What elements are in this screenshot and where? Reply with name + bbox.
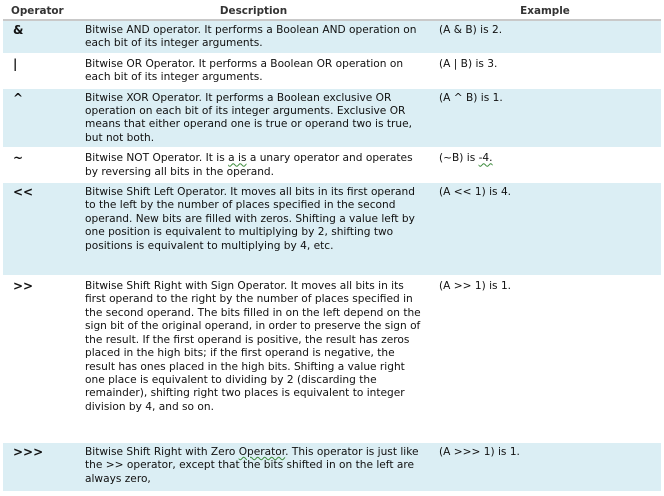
operator-description: Bitwise Shift Right with Zero Operator. This operator is just like the >> operator, except that the bits shifted in on the left are always zero, — [78, 442, 429, 492]
operator-description: Bitwise Shift Left Operator. It moves all bits in its first operand to the left by the number of places specified in the second operand. New bits are filled with zeros. Shifting a value left by one position is equivalent to multiplying by 2, shifting two positions is equivalent to multiplying by 4, etc. — [78, 182, 429, 276]
operators-table — [3, 0, 661, 493]
spelling-flag: a is — [228, 152, 247, 165]
table-row — [3, 88, 661, 149]
table-row — [3, 276, 661, 442]
spelling-flag: Operator — [238, 446, 286, 459]
operator-example: (~B) is -4. — [429, 148, 661, 182]
operator-symbol: ^ — [3, 88, 78, 149]
operator-symbol: >> — [3, 276, 78, 442]
operator-symbol: | — [3, 54, 78, 88]
operator-example: (A >> 1) is 1. — [429, 276, 661, 442]
table-row — [3, 442, 661, 492]
table-row — [3, 148, 661, 182]
header-operator: Operator — [3, 0, 78, 20]
operator-symbol: << — [3, 182, 78, 276]
spelling-flag: -4. — [478, 152, 493, 165]
header-row — [3, 0, 661, 20]
operator-example: (A & B) is 2. — [429, 20, 661, 54]
operator-description: Bitwise OR Operator. It performs a Boolean OR operation on each bit of its integer arguments. — [78, 54, 429, 88]
table-row — [3, 54, 661, 88]
operator-example: (A ^ B) is 1. — [429, 88, 661, 149]
header-example: Example — [429, 0, 661, 20]
operator-description: Bitwise XOR Operator. It performs a Boolean exclusive OR operation on each bit of its integer arguments. Exclusive OR means that either operand one is true or operand two is true, but not both. — [78, 88, 429, 149]
operator-symbol: ~ — [3, 148, 78, 182]
table-row — [3, 20, 661, 54]
table-row — [3, 182, 661, 276]
operator-description: Bitwise NOT Operator. It is a is a unary operator and operates by reversing all bits in the operand. — [78, 148, 429, 182]
operator-example: (A >>> 1) is 1. — [429, 442, 661, 492]
operator-example: (A | B) is 3. — [429, 54, 661, 88]
operator-description: Bitwise AND operator. It performs a Boolean AND operation on each bit of its integer arguments. — [78, 20, 429, 54]
operator-symbol: >>> — [3, 442, 78, 492]
operator-symbol: & — [3, 20, 78, 54]
operator-description: Bitwise Shift Right with Sign Operator. It moves all bits in its first operand to the right by the number of places specified in the second operand. The bits filled in on the left depend on the sign bit of the original operand, in order to preserve the sign of the result. If the first operand is positive, the result has zeros placed in the high bits; if the first operand is negative, the result has ones placed in the high bits. Shifting a value right one place is equivalent to dividing by 2 (discarding the remainder), shifting right two places is equivalent to integer division by 4, and so on. — [78, 276, 429, 442]
header-description: Description — [78, 0, 429, 20]
operator-example: (A << 1) is 4. — [429, 182, 661, 276]
